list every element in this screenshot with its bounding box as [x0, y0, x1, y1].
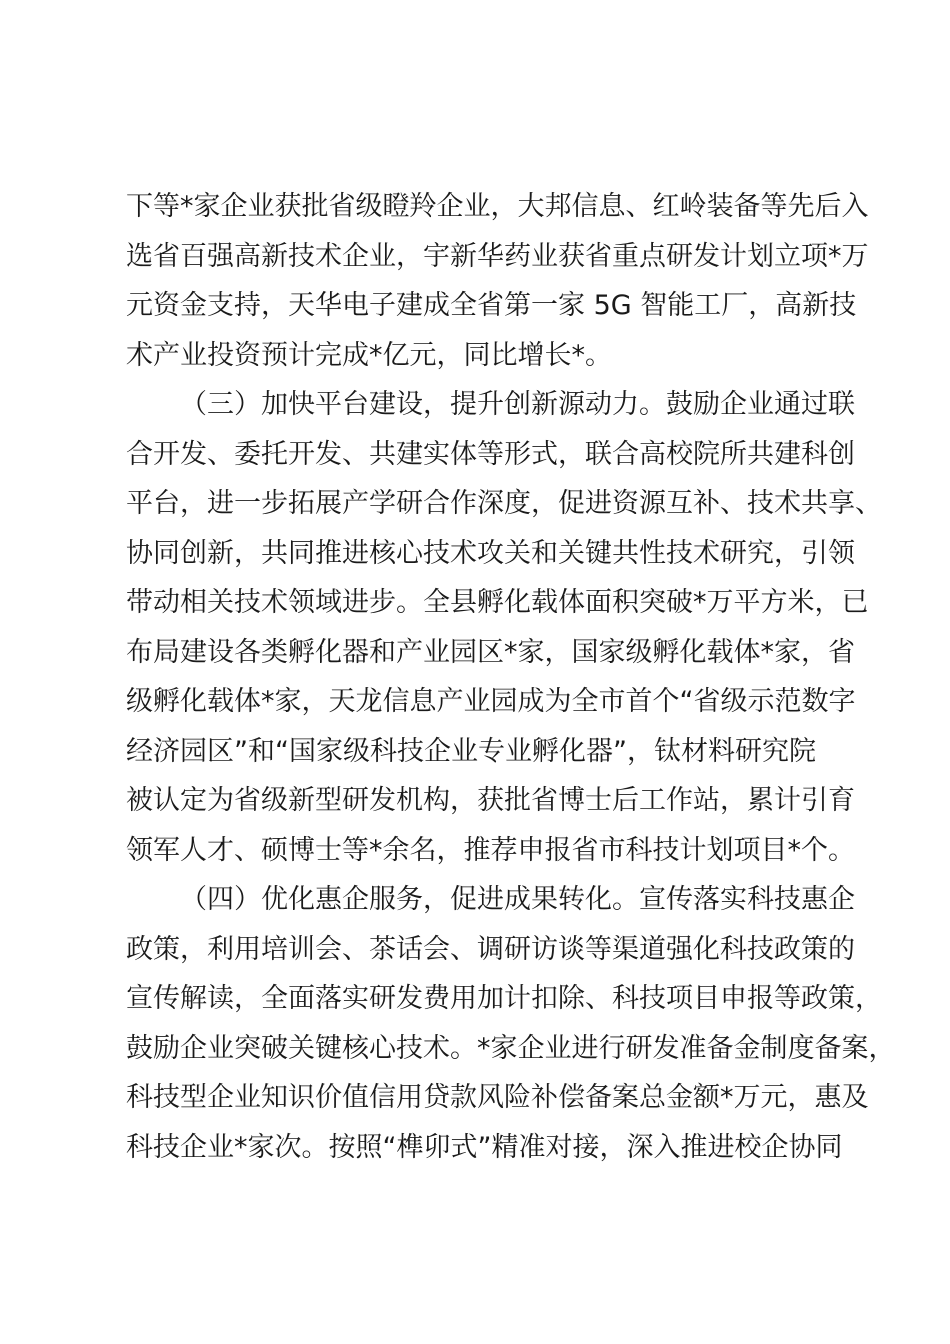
text-line: 经济园区”和“国家级科技企业专业孵化器”，钛材料研究院 [126, 735, 816, 767]
body-text [126, 182, 896, 1172]
text-line: 宣传解读，全面落实研发费用加计扣除、科技项目申报等政策， [126, 983, 882, 1014]
section-heading-line: （四）优化惠企服务，促进成果转化。宣传落实科技惠企 [180, 884, 855, 915]
text-line: 带动相关技术领域进步。全县孵化载体面积突破*万平方米，已 [126, 587, 869, 618]
text-line: 级孵化载体*家，天龙信息产业园成为全市首个“省级示范数字 [126, 686, 856, 717]
paragraph-section-4 [126, 875, 896, 1172]
text-line: 合开发、委托开发、共建实体等形式，联合高校院所共建科创 [126, 438, 855, 470]
text-line: 下等*家企业获批省级瞪羚企业，大邦信息、红岭装备等先后入 [126, 191, 869, 222]
text-line: 被认定为省级新型研发机构，获批省博士后工作站，累计引育 [126, 785, 855, 816]
text-line: 鼓励企业突破关键核心技术。*家企业进行研发准备金制度备案， [126, 1032, 896, 1064]
text-line: 元资金支持，天华电子建成全省第一家 5G 智能工厂，高新技 [126, 290, 857, 321]
text-line: 科技型企业知识价值信用贷款风险补偿备案总金额*万元，惠及 [126, 1082, 869, 1113]
text-line: 平台，进一步拓展产学研合作深度，促进资源互补、技术共享、 [126, 488, 882, 519]
paragraph-section-3 [126, 380, 882, 875]
text-line: 政策，利用培训会、茶话会、调研访谈等渠道强化科技政策的 [126, 933, 855, 965]
section-heading-line: （三）加快平台建设，提升创新源动力。鼓励企业通过联 [180, 389, 855, 420]
paragraph-continuation [126, 182, 869, 380]
text-line: 选省百强高新技术企业，宇新华药业获省重点研发计划立项*万 [126, 240, 869, 272]
text-line: 协同创新，共同推进核心技术攻关和关键共性技术研究，引领 [126, 537, 855, 569]
text-line: 领军人才、硕博士等*余名，推荐申报省市科技计划项目*个。 [126, 834, 855, 866]
text-line: 布局建设各类孵化器和产业园区*家，国家级孵化载体*家，省 [126, 636, 855, 668]
text-line: 科技企业*家次。按照“榫卯式”精准对接，深入推进校企协同 [126, 1131, 843, 1163]
text-line: 术产业投资预计完成*亿元，同比增长*。 [126, 339, 612, 371]
